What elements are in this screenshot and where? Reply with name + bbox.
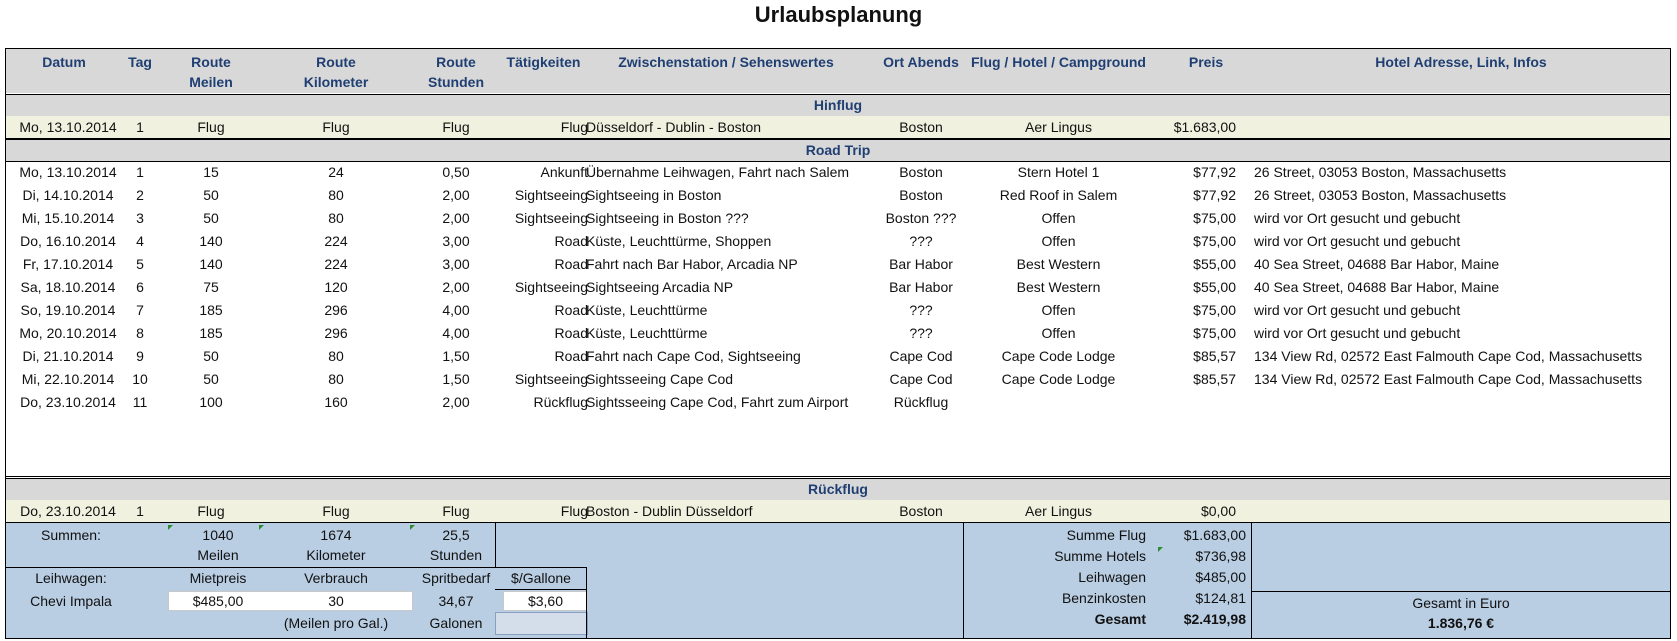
cell-ort-abends[interactable]: Boston bbox=[899, 164, 943, 180]
cell-adresse[interactable]: 26 Street, 03053 Boston, Massachusetts bbox=[1254, 187, 1507, 203]
cell-stunden[interactable]: 0,50 bbox=[442, 164, 470, 180]
cell-flug-hotel[interactable]: Offen bbox=[1041, 210, 1076, 226]
cell-kilometer[interactable]: Flug bbox=[322, 503, 350, 519]
cell-zwischenstation[interactable]: Fahrt nach Cape Cod, Sightseeing bbox=[586, 348, 801, 364]
cell-ort-abends[interactable]: Boston bbox=[899, 503, 943, 519]
cell-taetigkeit[interactable]: Sightseeing bbox=[514, 210, 588, 226]
cell-stunden[interactable]: 2,00 bbox=[442, 279, 470, 295]
cell-taetigkeit[interactable]: Road bbox=[554, 325, 588, 341]
cell-datum[interactable]: Mo, 13.10.2014 bbox=[19, 164, 117, 180]
total-label: Summe Hotels bbox=[1054, 548, 1146, 564]
cell-flug-hotel[interactable]: Aer Lingus bbox=[1025, 503, 1092, 519]
header-meilen: Route Meilen bbox=[189, 54, 233, 90]
cell-zwischenstation[interactable]: Übernahme Leihwagen, Fahrt nach Salem bbox=[586, 164, 850, 180]
section-hinflug: Hinflug bbox=[6, 94, 1670, 117]
cell-zwischenstation[interactable]: Sightseeing in Boston bbox=[586, 187, 722, 203]
cell-kilometer[interactable]: 224 bbox=[324, 256, 348, 272]
cell-flug-hotel[interactable]: Aer Lingus bbox=[1025, 119, 1092, 135]
cell-kilometer[interactable]: 24 bbox=[328, 164, 344, 180]
cell-kilometer[interactable]: 224 bbox=[324, 233, 348, 249]
cell-meilen[interactable]: 75 bbox=[203, 279, 219, 295]
cell-stunden[interactable]: 2,00 bbox=[442, 210, 470, 226]
cell-taetigkeit[interactable]: Sightseeing bbox=[514, 279, 588, 295]
cell-taetigkeit[interactable]: Road bbox=[554, 348, 588, 364]
cell-flug-hotel[interactable]: Offen bbox=[1041, 325, 1076, 341]
spritbedarf-value: 34,67 bbox=[438, 593, 474, 609]
table-row bbox=[6, 322, 1670, 345]
cell-taetigkeit[interactable]: Sightseeing bbox=[514, 371, 588, 387]
cell-stunden[interactable]: 2,00 bbox=[442, 187, 470, 203]
header-adresse: Hotel Adresse, Link, Infos bbox=[1375, 54, 1547, 70]
cell-flug-hotel[interactable]: Best Western bbox=[1016, 279, 1101, 295]
cell-flug-hotel[interactable]: Cape Code Lodge bbox=[1001, 371, 1116, 387]
cell-meilen[interactable]: Flug bbox=[197, 119, 225, 135]
sum-meilen-unit: Meilen bbox=[197, 547, 239, 563]
verbrauch-unit: (Meilen pro Gal.) bbox=[283, 615, 389, 631]
cell-preis[interactable]: $1.683,00 bbox=[1173, 119, 1236, 135]
cell-taetigkeit[interactable]: Road bbox=[554, 233, 588, 249]
cell-flug-hotel[interactable]: Offen bbox=[1041, 302, 1076, 318]
header-taetigkeiten: Tätigkeiten bbox=[506, 54, 581, 70]
cell-stunden[interactable]: 2,00 bbox=[442, 394, 470, 410]
cell-datum[interactable]: Do, 23.10.2014 bbox=[20, 394, 116, 410]
cell-datum[interactable]: Mi, 22.10.2014 bbox=[21, 371, 115, 387]
cell-ort-abends[interactable]: Boston ??? bbox=[885, 210, 957, 226]
cell-border bbox=[6, 567, 586, 568]
cell-tag[interactable]: 4 bbox=[136, 233, 144, 249]
header-tag: Tag bbox=[128, 54, 152, 70]
cell-kilometer[interactable]: 80 bbox=[328, 187, 344, 203]
selected-cell[interactable] bbox=[495, 612, 588, 635]
cell-zwischenstation[interactable]: Düsseldorf - Dublin - Boston bbox=[586, 119, 762, 135]
cell-stunden[interactable]: Flug bbox=[442, 119, 470, 135]
cell-tag[interactable]: 1 bbox=[136, 119, 144, 135]
cell-preis[interactable]: $85,57 bbox=[1193, 348, 1236, 364]
cell-preis[interactable]: $75,00 bbox=[1193, 302, 1236, 318]
cell-tag[interactable]: 1 bbox=[136, 503, 144, 519]
total-label: Summe Flug bbox=[1066, 527, 1146, 543]
verbrauch-label: Verbrauch bbox=[304, 570, 368, 586]
cell-zwischenstation[interactable]: Küste, Leuchttürme bbox=[586, 325, 708, 341]
page-title: Urlaubsplanung bbox=[754, 2, 923, 27]
cell-kilometer[interactable]: 80 bbox=[328, 210, 344, 226]
cell-adresse[interactable]: 40 Sea Street, 04688 Bar Habor, Maine bbox=[1254, 279, 1500, 295]
cell-meilen[interactable]: 140 bbox=[199, 256, 223, 272]
cell-adresse[interactable]: wird vor Ort gesucht und gebucht bbox=[1254, 233, 1461, 249]
table-row bbox=[6, 253, 1670, 276]
cell-adresse[interactable] bbox=[1254, 391, 1670, 414]
cell-border bbox=[586, 567, 587, 638]
cell-border bbox=[495, 523, 496, 567]
cell-tag[interactable]: 3 bbox=[136, 210, 144, 226]
cell-tag[interactable]: 10 bbox=[132, 371, 148, 387]
cell-flug-hotel[interactable]: Stern Hotel 1 bbox=[1017, 164, 1100, 180]
cell-adresse[interactable] bbox=[1254, 500, 1670, 523]
cell-zwischenstation[interactable]: Sightseeing Arcadia NP bbox=[586, 279, 734, 295]
cell-ort-abends[interactable]: Cape Cod bbox=[889, 348, 953, 364]
cell-zwischenstation[interactable]: Sightsseeing Cape Cod, Fahrt zum Airport bbox=[586, 394, 849, 410]
cell-meilen[interactable]: 50 bbox=[203, 348, 219, 364]
table-row bbox=[6, 276, 1670, 299]
section-road-trip: Road Trip bbox=[6, 139, 1670, 162]
table-row bbox=[6, 299, 1670, 322]
cell-border bbox=[963, 523, 964, 638]
cell-preis[interactable]: $75,00 bbox=[1193, 233, 1236, 249]
leihwagen-label: Leihwagen: bbox=[35, 570, 107, 586]
cell-ort-abends[interactable]: Boston bbox=[899, 187, 943, 203]
header-kilometer: Route Kilometer bbox=[303, 54, 369, 90]
cell-preis[interactable]: $85,57 bbox=[1193, 371, 1236, 387]
header-zwischenstation: Zwischenstation / Sehenswertes bbox=[618, 54, 834, 70]
cell-meilen[interactable]: Flug bbox=[197, 503, 225, 519]
cell-stunden[interactable]: 4,00 bbox=[442, 325, 470, 341]
cell-meilen[interactable]: 140 bbox=[199, 233, 223, 249]
cell-flug-hotel[interactable]: Offen bbox=[1041, 233, 1076, 249]
cell-adresse[interactable]: wird vor Ort gesucht und gebucht bbox=[1254, 210, 1461, 226]
cell-datum[interactable]: Fr, 17.10.2014 bbox=[22, 256, 114, 272]
cell-kilometer[interactable]: 120 bbox=[324, 279, 348, 295]
cell-kilometer[interactable]: 80 bbox=[328, 371, 344, 387]
empty-area-divider bbox=[6, 476, 1670, 477]
mietpreis-label: Mietpreis bbox=[189, 570, 247, 586]
total-value[interactable]: $485,00 bbox=[1195, 569, 1246, 585]
sum-stunden-unit: Stunden bbox=[429, 547, 483, 563]
cell-datum[interactable]: Do, 23.10.2014 bbox=[20, 503, 116, 519]
cell-border bbox=[495, 589, 587, 590]
cell-flug-hotel[interactable]: Best Western bbox=[1016, 256, 1101, 272]
cell-preis[interactable] bbox=[1156, 391, 1236, 414]
comment-marker bbox=[259, 525, 264, 530]
column-header-row bbox=[6, 49, 1670, 93]
table-row bbox=[6, 207, 1670, 230]
comment-marker bbox=[1158, 547, 1163, 552]
total-label: Benzinkosten bbox=[1061, 590, 1146, 606]
cell-meilen[interactable]: 185 bbox=[199, 325, 223, 341]
cell-kilometer[interactable]: Flug bbox=[322, 119, 350, 135]
cell-adresse[interactable]: 40 Sea Street, 04688 Bar Habor, Maine bbox=[1254, 256, 1500, 272]
cell-taetigkeit[interactable]: Sightseeing bbox=[514, 187, 588, 203]
cell-preis[interactable]: $55,00 bbox=[1193, 279, 1236, 295]
cell-taetigkeit[interactable]: Road bbox=[554, 302, 588, 318]
table-row bbox=[6, 161, 1670, 184]
cell-taetigkeit[interactable]: Flug bbox=[560, 503, 588, 519]
cell-kilometer[interactable]: 80 bbox=[328, 348, 344, 364]
cell-ort-abends[interactable]: Cape Cod bbox=[889, 371, 953, 387]
cell-ort-abends[interactable]: Bar Habor bbox=[889, 256, 953, 272]
cell-meilen[interactable]: 100 bbox=[199, 394, 223, 410]
header-flug-hotel: Flug / Hotel / Campground bbox=[971, 54, 1146, 70]
sum-meilen: 1040 bbox=[202, 527, 234, 543]
cell-preis[interactable]: $77,92 bbox=[1193, 187, 1236, 203]
cell-ort-abends[interactable]: Boston bbox=[899, 119, 943, 135]
header-preis: Preis bbox=[1188, 54, 1224, 70]
auto-name: Chevi Impala bbox=[30, 593, 112, 609]
cell-ort-abends[interactable]: ??? bbox=[909, 233, 933, 249]
spritbedarf-unit: Galonen bbox=[429, 615, 483, 631]
summen-label: Summen: bbox=[41, 527, 101, 543]
cell-stunden[interactable]: Flug bbox=[442, 503, 470, 519]
gallone-cell[interactable]: $3,60 bbox=[527, 593, 564, 609]
summary-panel bbox=[6, 523, 1670, 638]
table-row bbox=[6, 345, 1670, 368]
total-label: Leihwagen bbox=[1078, 569, 1146, 585]
cell-adresse[interactable]: wird vor Ort gesucht und gebucht bbox=[1254, 325, 1461, 341]
cell-datum[interactable]: Do, 16.10.2014 bbox=[20, 233, 116, 249]
section-rueckflug: Rückflug bbox=[6, 478, 1670, 501]
gallone-label: $/Gallone bbox=[511, 570, 571, 586]
cell-tag[interactable]: 11 bbox=[132, 394, 148, 410]
cell-adresse[interactable]: 134 View Rd, 02572 East Falmouth Cape Cod, Massachusetts bbox=[1254, 348, 1643, 364]
cell-preis[interactable]: $77,92 bbox=[1193, 164, 1236, 180]
cell-datum[interactable]: Di, 21.10.2014 bbox=[22, 348, 114, 364]
cell-ort-abends[interactable]: ??? bbox=[909, 325, 933, 341]
cell-zwischenstation[interactable]: Fahrt nach Bar Habor, Arcadia NP bbox=[586, 256, 798, 272]
cell-border bbox=[1251, 591, 1670, 592]
sum-kilometer: 1674 bbox=[320, 527, 352, 543]
cell-ort-abends[interactable]: ??? bbox=[909, 302, 933, 318]
cell-zwischenstation[interactable]: Sightseeing in Boston ??? bbox=[586, 210, 749, 226]
cell-tag[interactable]: 6 bbox=[136, 279, 144, 295]
cell-tag[interactable]: 9 bbox=[136, 348, 144, 364]
total-value[interactable]: $2.419,98 bbox=[1183, 611, 1246, 627]
cell-datum[interactable]: Mo, 20.10.2014 bbox=[19, 325, 117, 341]
cell-datum[interactable]: Mo, 13.10.2014 bbox=[19, 119, 117, 135]
cell-taetigkeit[interactable]: Ankunft bbox=[540, 164, 588, 180]
rueckflug-row bbox=[6, 500, 1670, 523]
cell-kilometer[interactable]: 296 bbox=[324, 325, 348, 341]
euro-label: Gesamt in Euro bbox=[1412, 595, 1510, 611]
header-stunden: Route Stunden bbox=[428, 54, 484, 90]
total-value[interactable]: $124,81 bbox=[1195, 590, 1246, 606]
table-row bbox=[6, 230, 1670, 253]
cell-adresse[interactable] bbox=[1254, 116, 1670, 139]
cell-adresse[interactable]: 26 Street, 03053 Boston, Massachusetts bbox=[1254, 164, 1507, 180]
table-row bbox=[6, 368, 1670, 391]
total-value[interactable]: $736,98 bbox=[1195, 548, 1246, 564]
cell-stunden[interactable]: 1,50 bbox=[442, 371, 470, 387]
header-datum: Datum bbox=[42, 54, 86, 70]
cell-adresse[interactable]: wird vor Ort gesucht und gebucht bbox=[1254, 302, 1461, 318]
cell-stunden[interactable]: 4,00 bbox=[442, 302, 470, 318]
hinflug-row bbox=[6, 116, 1670, 139]
cell-stunden[interactable]: 3,00 bbox=[442, 233, 470, 249]
cell-datum[interactable]: So, 19.10.2014 bbox=[20, 302, 116, 318]
cell-flug-hotel[interactable]: Cape Code Lodge bbox=[1001, 348, 1116, 364]
table-row bbox=[6, 184, 1670, 207]
cell-meilen[interactable]: 50 bbox=[203, 371, 219, 387]
cell-tag[interactable]: 7 bbox=[136, 302, 144, 318]
cell-tag[interactable]: 1 bbox=[136, 164, 144, 180]
cell-tag[interactable]: 2 bbox=[136, 187, 144, 203]
cell-ort-abends[interactable]: Rückflug bbox=[893, 394, 949, 410]
cell-zwischenstation[interactable]: Sightsseeing Cape Cod bbox=[586, 371, 734, 387]
cell-zwischenstation[interactable]: Küste, Leuchttürme, Shoppen bbox=[586, 233, 772, 249]
sum-kilometer-unit: Kilometer bbox=[306, 547, 366, 563]
cell-meilen[interactable]: 15 bbox=[203, 164, 219, 180]
cell-flug-hotel[interactable]: Red Roof in Salem bbox=[999, 187, 1118, 203]
cell-stunden[interactable]: 3,00 bbox=[442, 256, 470, 272]
verbrauch-cell[interactable]: 30 bbox=[328, 593, 344, 609]
cell-meilen[interactable]: 185 bbox=[199, 302, 223, 318]
header-ort-abends: Ort Abends bbox=[883, 54, 959, 70]
cell-preis[interactable]: $75,00 bbox=[1193, 325, 1236, 341]
cell-tag[interactable]: 5 bbox=[136, 256, 144, 272]
cell-datum[interactable]: Mi, 15.10.2014 bbox=[21, 210, 115, 226]
cell-datum[interactable]: Sa, 18.10.2014 bbox=[20, 279, 116, 295]
spritbedarf-label: Spritbedarf bbox=[421, 570, 491, 586]
cell-taetigkeit[interactable]: Road bbox=[554, 256, 588, 272]
cell-ort-abends[interactable]: Bar Habor bbox=[889, 279, 953, 295]
cell-flug-hotel[interactable] bbox=[961, 391, 1156, 414]
cell-stunden[interactable]: 1,50 bbox=[442, 348, 470, 364]
comment-marker bbox=[410, 525, 415, 530]
total-value[interactable]: $1.683,00 bbox=[1183, 527, 1246, 543]
mietpreis-cell[interactable]: $485,00 bbox=[192, 593, 244, 609]
total-label: Gesamt bbox=[1094, 611, 1146, 627]
cell-preis[interactable]: $75,00 bbox=[1193, 210, 1236, 226]
cell-zwischenstation[interactable]: Boston - Dublin Düsseldorf bbox=[586, 503, 753, 519]
cell-preis[interactable]: $55,00 bbox=[1193, 256, 1236, 272]
comment-marker bbox=[168, 525, 173, 530]
cell-kilometer[interactable]: 160 bbox=[324, 394, 348, 410]
cell-preis[interactable]: $0,00 bbox=[1200, 503, 1236, 519]
cell-taetigkeit[interactable]: Rückflug bbox=[533, 394, 588, 410]
cell-taetigkeit[interactable]: Flug bbox=[560, 119, 588, 135]
table-row bbox=[6, 391, 1670, 414]
cell-kilometer[interactable]: 296 bbox=[324, 302, 348, 318]
sum-stunden: 25,5 bbox=[442, 527, 470, 543]
cell-adresse[interactable]: 134 View Rd, 02572 East Falmouth Cape Cod, Massachusetts bbox=[1254, 371, 1643, 387]
euro-value: 1.836,76 € bbox=[1427, 615, 1495, 631]
cell-meilen[interactable]: 50 bbox=[203, 210, 219, 226]
cell-zwischenstation[interactable]: Küste, Leuchttürme bbox=[586, 302, 708, 318]
cell-meilen[interactable]: 50 bbox=[203, 187, 219, 203]
cell-datum[interactable]: Di, 14.10.2014 bbox=[22, 187, 114, 203]
cell-tag[interactable]: 8 bbox=[136, 325, 144, 341]
